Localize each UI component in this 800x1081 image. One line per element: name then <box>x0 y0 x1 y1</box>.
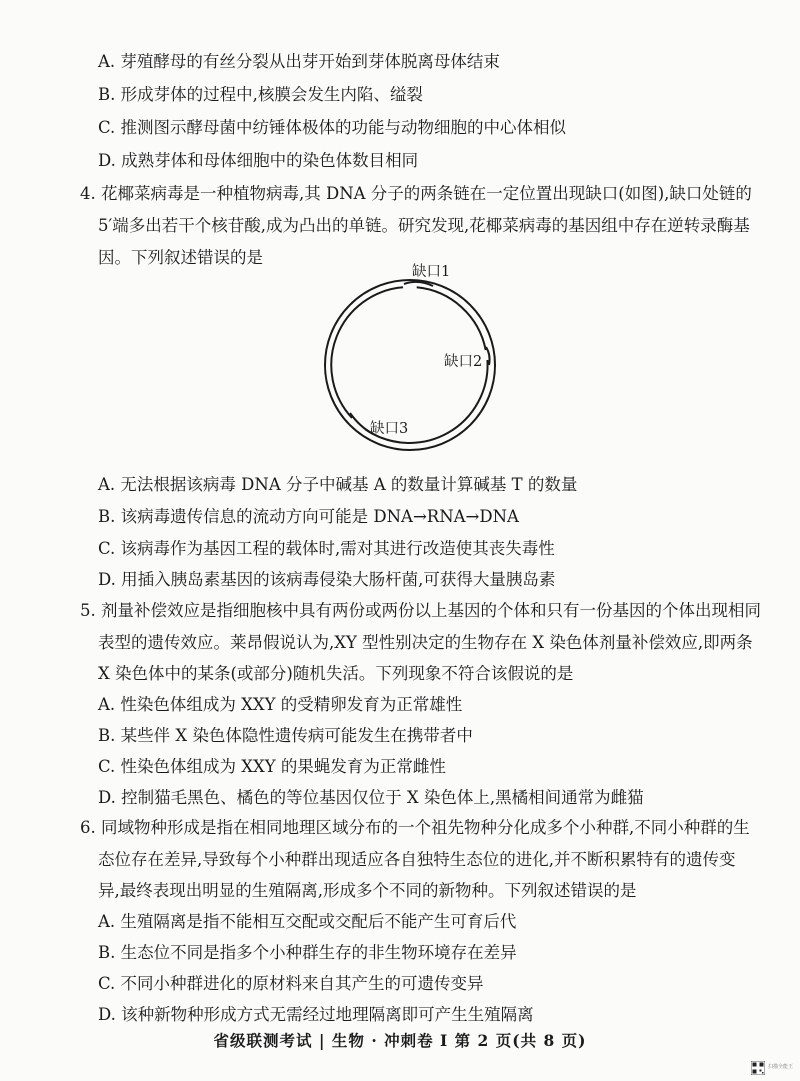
q4-stem-line-1: 4. 花椰菜病毒是一种植物病毒,其 DNA 分子的两条链在一定位置出现缺口(如图),缺口处链的 <box>80 184 752 203</box>
q6-stem-line-2: 态位存在差异,导致每个小种群出现适应各自独特生态位的进化,并不断积累特有的遗传变 <box>98 850 736 869</box>
q6-option-a: A. 生殖隔离是指不能相互交配或交配后不能产生可育后代 <box>98 912 517 931</box>
gap1-label: 缺口1 <box>412 264 451 280</box>
gap3-label: 缺口3 <box>370 421 409 437</box>
page-footer: 省级联测考试 | 生物 · 冲刺卷 I 第 2 页(共 8 页) <box>213 1031 587 1050</box>
q4-option-b: B. 该病毒遗传信息的流动方向可能是 DNA→RNA→DNA <box>98 507 519 526</box>
q3-option-a: A. 芽殖酵母的有丝分裂从出芽开始到芽体脱离母体结束 <box>98 52 500 71</box>
q5-option-c: C. 性染色体组成为 XXY 的果蝇发育为正常雌性 <box>98 757 446 776</box>
q3-option-d: D. 成熟芽体和母体细胞中的染色体数目相同 <box>98 151 419 170</box>
q4-stem-line-3: 因。下列叙述错误的是 <box>98 248 263 267</box>
q6-option-d: D. 该种新物种形成方式无需经过地理隔离即可产生生殖隔离 <box>98 1005 534 1024</box>
q6-stem-line-1: 6. 同域物种形成是指在相同地理区域分布的一个祖先物种分化成多个小种群,不同小种群的生 <box>80 818 750 837</box>
q6-option-c: C. 不同小种群进化的原材料来自其产生的可遗传变异 <box>98 974 484 993</box>
q5-stem-line-1: 5. 剂量补偿效应是指细胞核中具有两份或两份以上基因的个体和只有一份基因的个体出现相同 <box>80 601 761 620</box>
q4-stem-line-2: 5′端多出若干个核苷酸,成为凸出的单链。研究发现,花椰菜病毒的基因组中存在逆转录酶基 <box>98 216 750 235</box>
q3-option-b: B. 形成芽体的过程中,核膜会发生内陷、缢裂 <box>98 85 423 104</box>
scanner-watermark: 扫描全能王 <box>768 1064 794 1070</box>
q3-option-c: C. 推测图示酵母菌中纺锤体极体的功能与动物细胞的中心体相似 <box>98 118 567 137</box>
q5-option-a: A. 性染色体组成为 XXY 的受精卵发育为正常雄性 <box>98 695 463 714</box>
dna-circle-figure <box>300 255 520 455</box>
qr-code-icon <box>751 1061 765 1075</box>
q5-option-b: B. 某些伴 X 染色体隐性遗传病可能发生在携带者中 <box>98 726 473 745</box>
q6-stem-line-3: 异,最终表现出明显的生殖隔离,形成多个不同的新物种。下列叙述错误的是 <box>98 881 637 900</box>
gap2-label: 缺口2 <box>444 354 483 370</box>
q4-option-d: D. 用插入胰岛素基因的该病毒侵染大肠杆菌,可获得大量胰岛素 <box>98 570 556 589</box>
q5-stem-line-2: 表型的遗传效应。莱昂假说认为,XY 型性别决定的生物存在 X 染色体剂量补偿效应,即两条 <box>98 633 753 652</box>
q4-option-a: A. 无法根据该病毒 DNA 分子中碱基 A 的数量计算碱基 T 的数量 <box>98 475 578 494</box>
q4-option-c: C. 该病毒作为基因工程的载体时,需对其进行改造使其丧失毒性 <box>98 539 555 558</box>
q5-option-d: D. 控制猫毛黑色、橘色的等位基因仅位于 X 染色体上,黑橘相间通常为雌猫 <box>98 788 644 807</box>
q5-stem-line-3: X 染色体中的某条(或部分)随机失活。下列现象不符合该假说的是 <box>98 664 574 683</box>
q6-option-b: B. 生态位不同是指多个小种群生存的非生物环境存在差异 <box>98 943 517 962</box>
